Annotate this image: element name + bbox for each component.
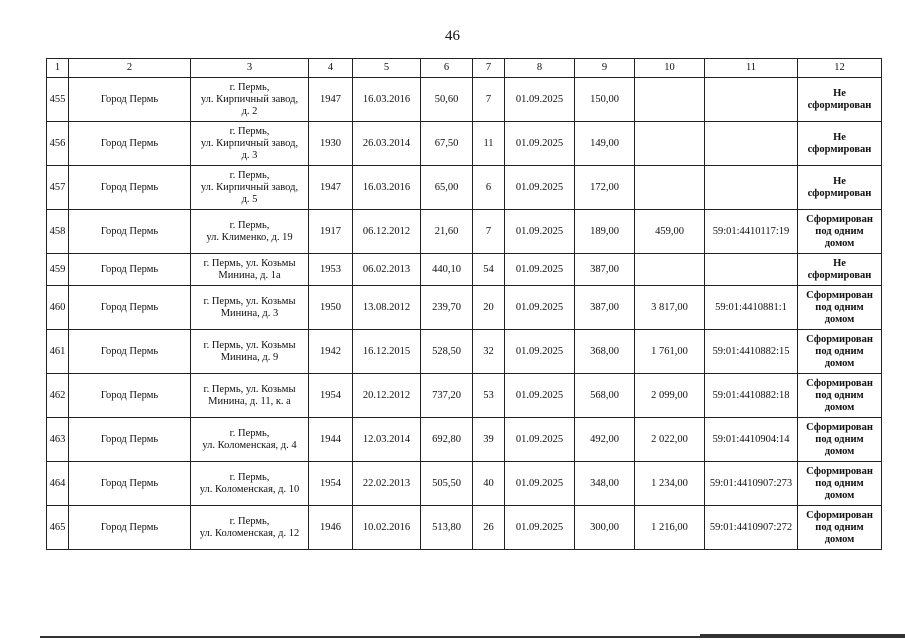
municipality-cell: Город Пермь	[69, 506, 191, 550]
cadastre-cell: 59:01:4410907:273	[705, 462, 798, 506]
row-number-cell: 455	[47, 78, 69, 122]
date-cell: 16.03.2016	[353, 166, 421, 210]
cadastre-cell	[705, 254, 798, 286]
cadastre-cell: 59:01:4410882:15	[705, 330, 798, 374]
cadastre-cell: 59:01:4410117:19	[705, 210, 798, 254]
column-header-4: 4	[309, 59, 353, 78]
date2-cell: 01.09.2025	[505, 78, 575, 122]
date-cell: 26.03.2014	[353, 122, 421, 166]
count-cell: 26	[473, 506, 505, 550]
row-number-cell: 462	[47, 374, 69, 418]
address-cell: г. Пермь, ул. Козьмы Минина, д. 3	[191, 286, 309, 330]
count-cell: 40	[473, 462, 505, 506]
table-row	[47, 506, 882, 550]
municipality-cell: Город Пермь	[69, 78, 191, 122]
land-area-cell: 2 099,00	[635, 374, 705, 418]
address-cell: г. Пермь, ул. Кирпичный завод, д. 5	[191, 166, 309, 210]
value-cell: 300,00	[575, 506, 635, 550]
land-area-cell: 2 022,00	[635, 418, 705, 462]
column-header-10: 10	[635, 59, 705, 78]
municipality-cell: Город Пермь	[69, 166, 191, 210]
year-cell: 1917	[309, 210, 353, 254]
table-row	[47, 374, 882, 418]
count-cell: 11	[473, 122, 505, 166]
area-cell: 67,50	[421, 122, 473, 166]
table-row	[47, 330, 882, 374]
address-cell: г. Пермь, ул. Кирпичный завод, д. 3	[191, 122, 309, 166]
row-number-cell: 458	[47, 210, 69, 254]
area-cell: 505,50	[421, 462, 473, 506]
value-cell: 348,00	[575, 462, 635, 506]
header-row	[47, 59, 882, 78]
land-area-cell	[635, 254, 705, 286]
value-cell: 149,00	[575, 122, 635, 166]
value-cell: 368,00	[575, 330, 635, 374]
column-header-5: 5	[353, 59, 421, 78]
year-cell: 1946	[309, 506, 353, 550]
date2-cell: 01.09.2025	[505, 286, 575, 330]
address-cell: г. Пермь, ул. Козьмы Минина, д. 11, к. а	[191, 374, 309, 418]
value-cell: 189,00	[575, 210, 635, 254]
municipality-cell: Город Пермь	[69, 330, 191, 374]
area-cell: 21,60	[421, 210, 473, 254]
year-cell: 1930	[309, 122, 353, 166]
year-cell: 1954	[309, 374, 353, 418]
table-row	[47, 166, 882, 210]
count-cell: 6	[473, 166, 505, 210]
page-number: 46	[445, 28, 460, 44]
address-cell: г. Пермь, ул. Коломенская, д. 12	[191, 506, 309, 550]
registry-table	[46, 58, 882, 550]
count-cell: 7	[473, 78, 505, 122]
municipality-cell: Город Пермь	[69, 418, 191, 462]
table-row	[47, 462, 882, 506]
date-cell: 20.12.2012	[353, 374, 421, 418]
area-cell: 737,20	[421, 374, 473, 418]
date2-cell: 01.09.2025	[505, 462, 575, 506]
date-cell: 06.12.2012	[353, 210, 421, 254]
value-cell: 387,00	[575, 254, 635, 286]
bottom-rule-accent	[700, 634, 905, 638]
year-cell: 1954	[309, 462, 353, 506]
year-cell: 1947	[309, 78, 353, 122]
land-area-cell: 459,00	[635, 210, 705, 254]
date-cell: 22.02.2013	[353, 462, 421, 506]
value-cell: 150,00	[575, 78, 635, 122]
status-cell: Не сформирован	[798, 78, 882, 122]
count-cell: 39	[473, 418, 505, 462]
row-number-cell: 465	[47, 506, 69, 550]
address-cell: г. Пермь, ул. Козьмы Минина, д. 9	[191, 330, 309, 374]
date-cell: 12.03.2014	[353, 418, 421, 462]
date2-cell: 01.09.2025	[505, 418, 575, 462]
municipality-cell: Город Пермь	[69, 254, 191, 286]
value-cell: 492,00	[575, 418, 635, 462]
count-cell: 7	[473, 210, 505, 254]
municipality-cell: Город Пермь	[69, 286, 191, 330]
count-cell: 20	[473, 286, 505, 330]
land-area-cell: 1 761,00	[635, 330, 705, 374]
column-header-9: 9	[575, 59, 635, 78]
row-number-cell: 464	[47, 462, 69, 506]
land-area-cell: 1 216,00	[635, 506, 705, 550]
status-cell: Не сформирован	[798, 122, 882, 166]
area-cell: 528,50	[421, 330, 473, 374]
address-cell: г. Пермь, ул. Коломенская, д. 10	[191, 462, 309, 506]
address-cell: г. Пермь, ул. Клименко, д. 19	[191, 210, 309, 254]
date2-cell: 01.09.2025	[505, 122, 575, 166]
cadastre-cell	[705, 166, 798, 210]
date-cell: 06.02.2013	[353, 254, 421, 286]
table-row	[47, 286, 882, 330]
row-number-cell: 456	[47, 122, 69, 166]
value-cell: 568,00	[575, 374, 635, 418]
area-cell: 513,80	[421, 506, 473, 550]
column-header-8: 8	[505, 59, 575, 78]
area-cell: 239,70	[421, 286, 473, 330]
cadastre-cell: 59:01:4410882:18	[705, 374, 798, 418]
count-cell: 54	[473, 254, 505, 286]
status-cell: Не сформирован	[798, 166, 882, 210]
year-cell: 1942	[309, 330, 353, 374]
address-cell: г. Пермь, ул. Козьмы Минина, д. 1а	[191, 254, 309, 286]
row-number-cell: 463	[47, 418, 69, 462]
count-cell: 32	[473, 330, 505, 374]
date-cell: 13.08.2012	[353, 286, 421, 330]
status-cell: Сформирован под одним домом	[798, 210, 882, 254]
value-cell: 172,00	[575, 166, 635, 210]
municipality-cell: Город Пермь	[69, 210, 191, 254]
area-cell: 440,10	[421, 254, 473, 286]
row-number-cell: 461	[47, 330, 69, 374]
address-cell: г. Пермь, ул. Кирпичный завод, д. 2	[191, 78, 309, 122]
table-row	[47, 122, 882, 166]
status-cell: Сформирован под одним домом	[798, 506, 882, 550]
date2-cell: 01.09.2025	[505, 330, 575, 374]
area-cell: 65,00	[421, 166, 473, 210]
date-cell: 16.03.2016	[353, 78, 421, 122]
year-cell: 1944	[309, 418, 353, 462]
table-row	[47, 78, 882, 122]
status-cell: Сформирован под одним домом	[798, 462, 882, 506]
table-body	[47, 78, 882, 550]
municipality-cell: Город Пермь	[69, 374, 191, 418]
municipality-cell: Город Пермь	[69, 122, 191, 166]
municipality-cell: Город Пермь	[69, 462, 191, 506]
year-cell: 1947	[309, 166, 353, 210]
row-number-cell: 457	[47, 166, 69, 210]
date2-cell: 01.09.2025	[505, 374, 575, 418]
cadastre-cell	[705, 122, 798, 166]
land-area-cell	[635, 166, 705, 210]
column-header-12: 12	[798, 59, 882, 78]
row-number-cell: 460	[47, 286, 69, 330]
table-row	[47, 418, 882, 462]
status-cell: Сформирован под одним домом	[798, 286, 882, 330]
status-cell: Сформирован под одним домом	[798, 330, 882, 374]
status-cell: Сформирован под одним домом	[798, 374, 882, 418]
date2-cell: 01.09.2025	[505, 166, 575, 210]
cadastre-cell: 59:01:4410881:1	[705, 286, 798, 330]
area-cell: 50,60	[421, 78, 473, 122]
column-header-3: 3	[191, 59, 309, 78]
table-row	[47, 254, 882, 286]
date2-cell: 01.09.2025	[505, 506, 575, 550]
column-header-7: 7	[473, 59, 505, 78]
column-header-2: 2	[69, 59, 191, 78]
land-area-cell: 1 234,00	[635, 462, 705, 506]
table-row	[47, 210, 882, 254]
value-cell: 387,00	[575, 286, 635, 330]
land-area-cell	[635, 122, 705, 166]
status-cell: Сформирован под одним домом	[798, 418, 882, 462]
date2-cell: 01.09.2025	[505, 254, 575, 286]
year-cell: 1953	[309, 254, 353, 286]
column-header-6: 6	[421, 59, 473, 78]
column-header-1: 1	[47, 59, 69, 78]
year-cell: 1950	[309, 286, 353, 330]
count-cell: 53	[473, 374, 505, 418]
table-header	[47, 59, 882, 78]
cadastre-cell	[705, 78, 798, 122]
column-header-11: 11	[705, 59, 798, 78]
cadastre-cell: 59:01:4410907:272	[705, 506, 798, 550]
date2-cell: 01.09.2025	[505, 210, 575, 254]
date-cell: 16.12.2015	[353, 330, 421, 374]
land-area-cell	[635, 78, 705, 122]
area-cell: 692,80	[421, 418, 473, 462]
land-area-cell: 3 817,00	[635, 286, 705, 330]
row-number-cell: 459	[47, 254, 69, 286]
cadastre-cell: 59:01:4410904:14	[705, 418, 798, 462]
status-cell: Не сформирован	[798, 254, 882, 286]
date-cell: 10.02.2016	[353, 506, 421, 550]
address-cell: г. Пермь, ул. Коломенская, д. 4	[191, 418, 309, 462]
